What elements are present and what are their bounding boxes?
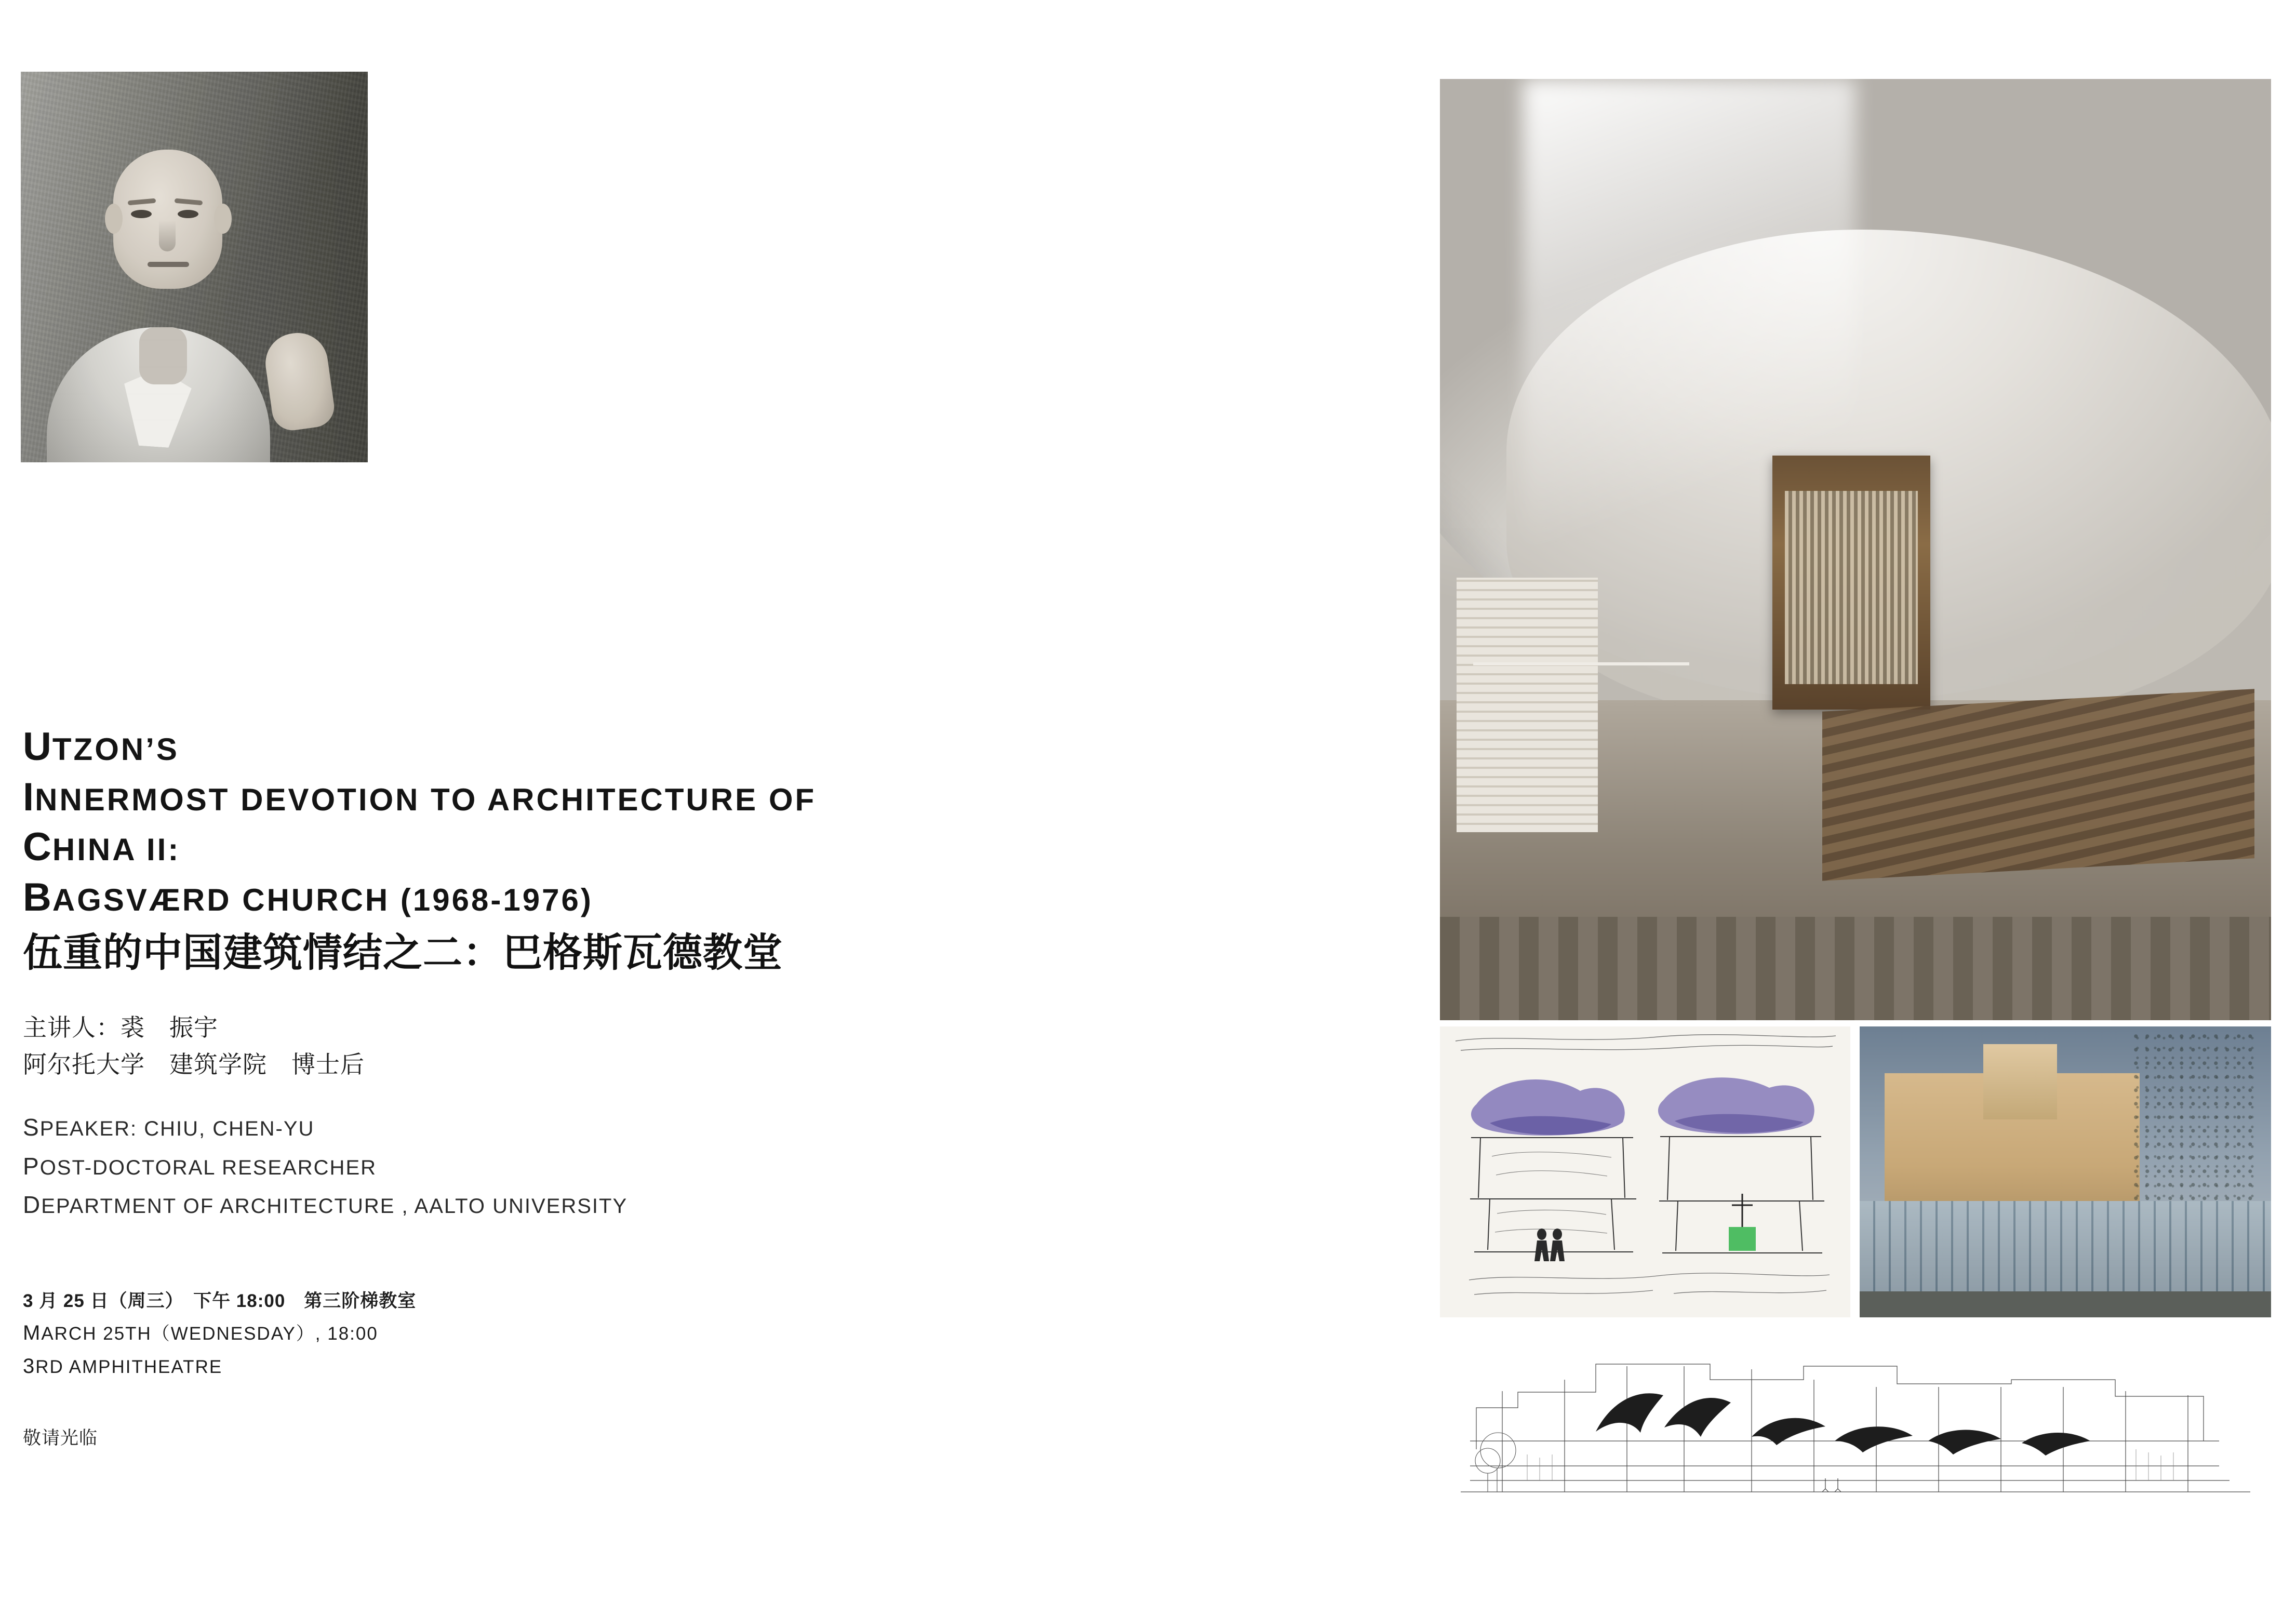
speaker-name-english-tail: HEN-YU: [229, 1117, 315, 1141]
utzon-concept-sketch: [1440, 1026, 1850, 1317]
interior-organ: [1772, 456, 1930, 710]
speaker-name-chinese: 主讲人：裘 振宇: [23, 1013, 218, 1041]
bagsvaerd-church-section-drawing: [1440, 1330, 2271, 1512]
speaker-role-english-rest: OST-DOCTORAL RESEARCHER: [39, 1156, 377, 1179]
speaker-role-english-lead: P: [23, 1152, 40, 1180]
event-venue-rest: RD AMPHITHEATRE: [35, 1357, 223, 1378]
welcome-note: 敬请光临: [23, 1428, 98, 1449]
title-line-3-rest: HINA II:: [52, 832, 181, 867]
title-line-3: [23, 822, 1311, 873]
bagsvaerd-church-interior-photo: [1440, 79, 2271, 1020]
event-date-rest: ARCH 25TH（WEDNESDAY）, 18:00: [41, 1323, 378, 1344]
speaker-department-english: [23, 1185, 1311, 1224]
interior-pews: [1822, 689, 2254, 881]
exterior-ground: [1860, 1291, 2271, 1317]
poster-title-chinese: 伍重的中国建筑情结之二：巴格斯瓦德教堂: [23, 931, 783, 976]
portrait-photo-utzon: [21, 72, 368, 462]
title-line-3-lead: C: [23, 825, 52, 870]
title-line-2: [23, 772, 1311, 823]
section-drawing-svg: [1440, 1330, 2271, 1512]
title-line-2-lead: I: [23, 775, 35, 819]
interior-floor: [1440, 917, 2271, 1020]
event-venue-lead: 3: [23, 1355, 36, 1378]
title-line-1: [23, 722, 1311, 772]
title-line-2-rest: NNERMOST DEVOTION TO ARCHITECTURE OF: [35, 782, 817, 817]
interior-white-rail: [1473, 662, 1689, 665]
event-schedule-chinese: 3 月 25 日（周三） 下午 18:00 第三阶梯教室: [23, 1291, 417, 1311]
bagsvaerd-church-exterior-photo: [1860, 1026, 2271, 1317]
speaker-name-english-lead: S: [23, 1114, 40, 1141]
poster-title: [23, 722, 1311, 923]
title-line-1-lead: U: [23, 725, 52, 769]
title-line-4-lead: B: [23, 875, 52, 919]
event-date-lead: M: [23, 1321, 42, 1344]
portrait-film-grain: [21, 72, 368, 462]
speaker-info-chinese: [23, 1009, 1311, 1084]
title-line-4: [23, 873, 1311, 923]
title-line-1-rest: TZON’S: [52, 732, 179, 767]
exterior-tower: [1983, 1044, 2058, 1120]
sketch-drawing: [1440, 1026, 1850, 1317]
speaker-name-english: [23, 1108, 1311, 1147]
event-schedule: [23, 1287, 1311, 1383]
title-line-4-rest: AGSVÆRD CHURCH (1968-1976): [52, 882, 593, 917]
event-schedule-english-date: [23, 1316, 1311, 1350]
speaker-department-english-rest: EPARTMENT OF ARCHITECTURE , AALTO UNIVERSITY: [41, 1195, 628, 1218]
speaker-department-english-lead: D: [23, 1191, 42, 1219]
speaker-affiliation-chinese: 阿尔托大学 建筑学院 博士后: [23, 1051, 365, 1078]
speaker-info-english: [23, 1108, 1311, 1224]
event-schedule-english-venue: [23, 1350, 1311, 1383]
interior-timber-screen: [1457, 578, 1598, 832]
interior-organ-pipes: [1785, 491, 1917, 684]
poster-text-column: [23, 722, 1311, 1450]
speaker-role-english: [23, 1147, 1311, 1186]
speaker-name-english-rest: PEAKER: CHIU, C: [39, 1117, 229, 1141]
